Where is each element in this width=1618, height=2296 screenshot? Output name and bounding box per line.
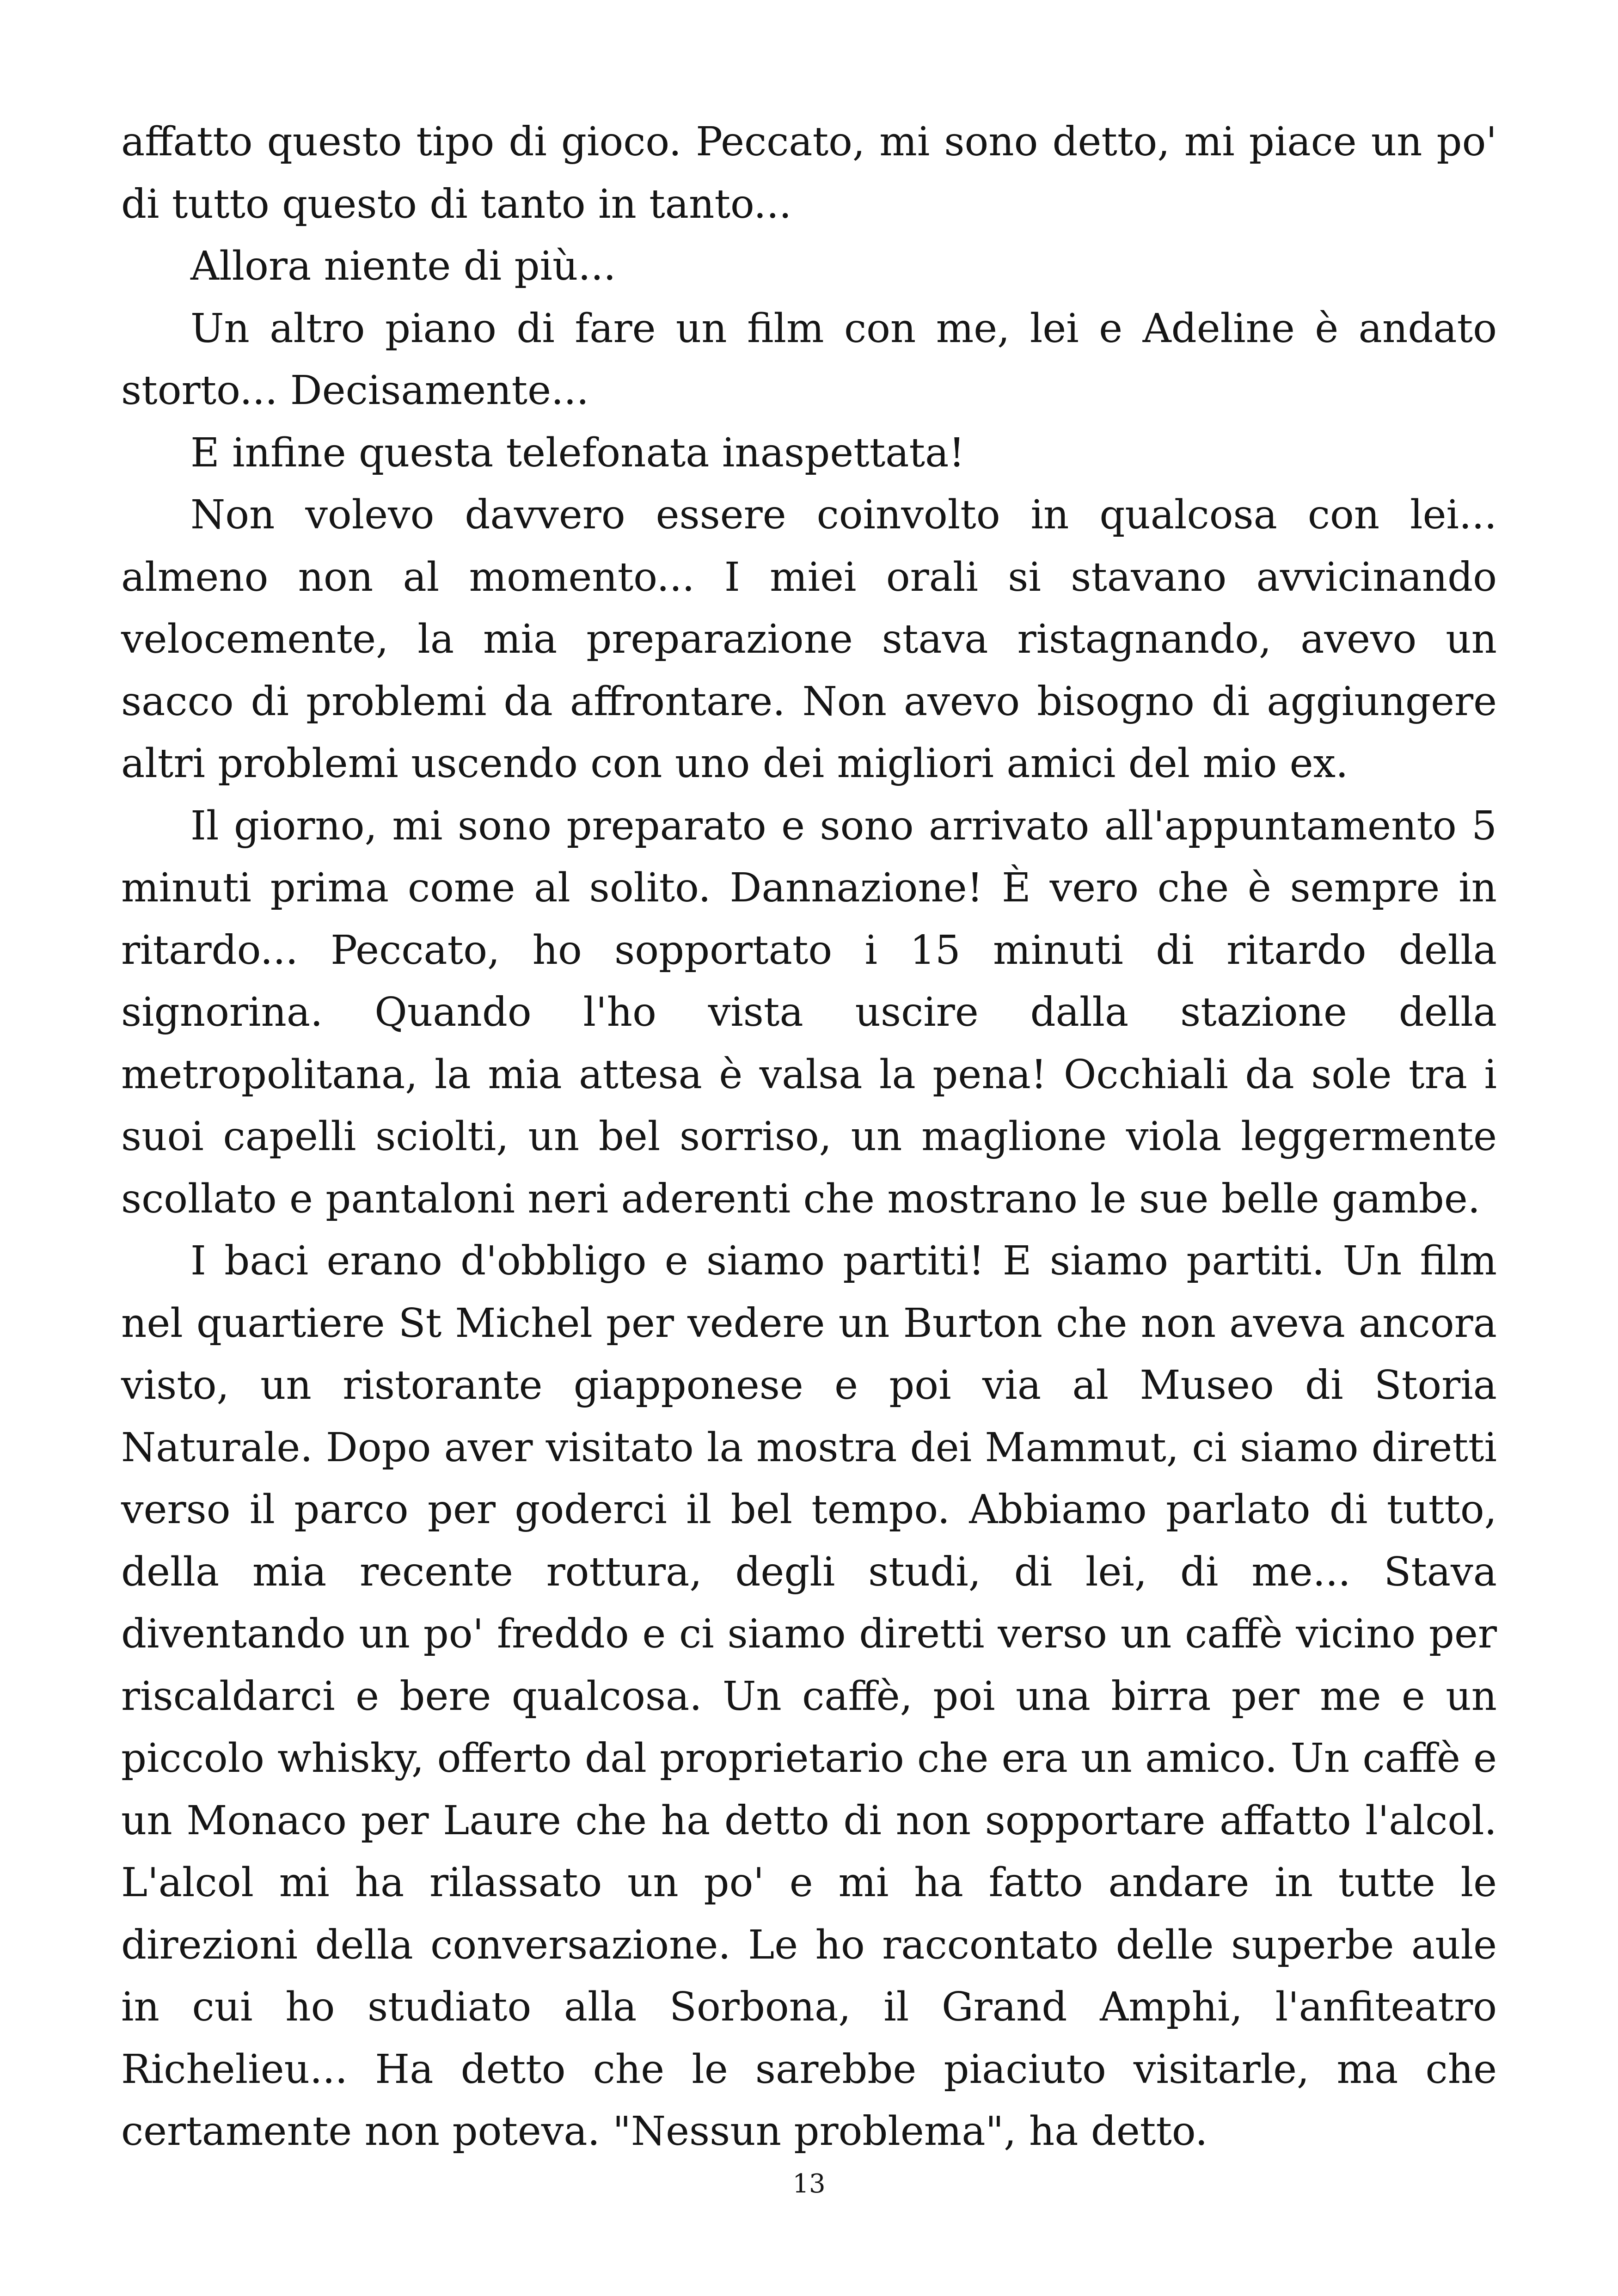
paragraph: I baci erano d'obbligo e siamo partiti! E siamo partiti. Un film nel quartiere St Michel per vedere un Burton che non aveva ancora visto, un ristorante giapponese e poi via al Museo di Storia Naturale. Dopo aver visitato la mostra dei Mammut, ci siamo diretti verso il parco per goderci il bel tempo. Abbiamo parlato di tutto, della mia recente rottura, degli studi, di lei, di me... Stava diventando un po' freddo e ci siamo diretti verso un caffè vicino per riscaldarci e bere qualcosa. Un caffè, poi una birra per me e un piccolo whisky, offerto dal proprietario che era un amico. Un caffè e un Monaco per Laure che ha detto di non sopportare affatto l'alcol. L'alcol mi ha rilassato un po' e mi ha fatto andare in tutte le direzioni della conversazione. Le ho raccontato delle superbe aule in cui ho studiato alla Sorbona, il Grand Amphi, l'anfiteatro Richelieu... Ha detto che le sarebbe piaciuto visitarle, ma che certamente non poteva. "Nessun problema", ha detto.	[121, 1238, 1497, 2155]
paragraph: Non volevo davvero essere coinvolto in qualcosa con lei... almeno non al momento... I miei orali si stavano avvicinando velocemente, la mia preparazione stava ristagnando, avevo un sacco di problemi da affrontare. Non avevo bisogno di aggiungere altri problemi uscendo con uno dei migliori amici del mio ex.	[121, 492, 1497, 787]
paragraph: Allora niente di più...	[190, 243, 616, 289]
paragraph: Il giorno, mi sono preparato e sono arrivato all'appuntamento 5 minuti prima come al solito. Dannazione! È vero che è sempre in ritardo... Peccato, ho sopportato i 15 minuti di ritardo della signorina. Quando l'ho vista uscire dalla stazione della metropolitana, la mia attesa è valsa la pena! Occhiali da sole tra i suoi capelli sciolti, un bel sorriso, un maglione viola leggermente scollato e pantaloni neri aderenti che mostrano le sue belle gambe.	[121, 802, 1497, 1222]
paragraph: E infine questa telefonata inaspettata!	[190, 429, 965, 476]
page-number: 13	[792, 2169, 826, 2199]
paragraph-continuation: affatto questo tipo di gioco. Peccato, mi sono detto, mi piace un po' di tutto questo di tanto in tanto...	[121, 119, 1497, 227]
body-text	[121, 111, 1497, 2163]
paragraph: Un altro piano di fare un film con me, lei e Adeline è andato storto... Decisamente...	[121, 305, 1497, 414]
